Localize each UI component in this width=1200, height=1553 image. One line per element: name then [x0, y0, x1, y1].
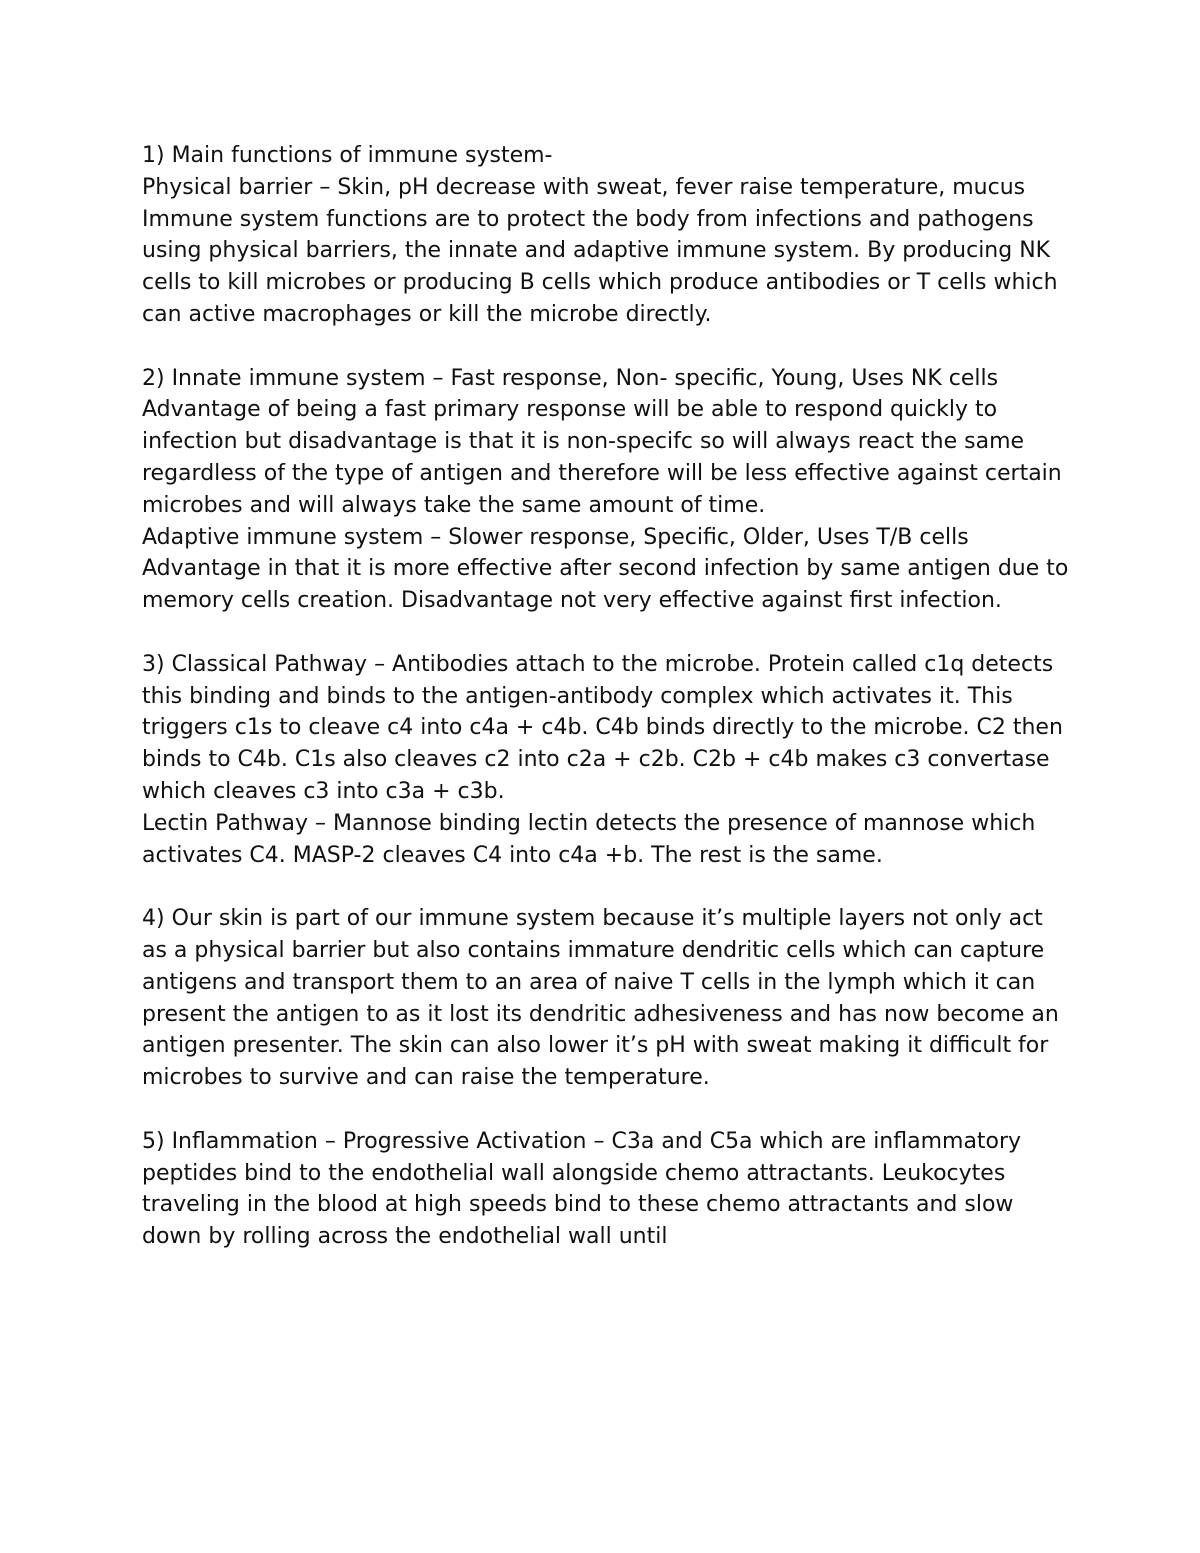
paragraph-spacer	[142, 1094, 1072, 1126]
section-1-heading: 1) Main functions of immune system-	[142, 143, 553, 168]
section-2-paragraph: Advantage in that it is more effective after second infection by same antigen due to memory cells creation. Disadvantage not very effective against first infection.	[142, 556, 1069, 614]
paragraph-spacer	[142, 871, 1072, 903]
paragraph-spacer	[142, 331, 1072, 363]
section-5-paragraph: 5) Inflammation – Progressive Activation – C3a and C5a which are inflammatory peptides bind to the endothelial wall alongside chemo attractants. Leukocytes traveling in the blood at high speeds bind to these chemo attractants and slow down by rolling across the endothelial wall until	[142, 1128, 1022, 1250]
section-4-paragraph: 4) Our skin is part of our immune system because it’s multiple layers not only act as a physical barrier but also contains immature dendritic cells which can capture antigens and transport them to an area of naive T cells in the lymph which it can present the antigen to as it lost its dendritic adhesiveness and has now become an antigen presenter. The skin can also lower it’s pH with sweat making it difficult for microbes to survive and can raise the temperature.	[142, 906, 1059, 1091]
section-2-paragraph: Advantage of being a fast primary response will be able to respond quickly to infection but disadvantage is that it is non-specifc so will always react the same regardless of the type of antigen and therefore will be less effective against certain microbes and will always take the same amount of time.	[142, 397, 1062, 518]
document-page	[142, 140, 1072, 1253]
section-3-paragraph: Lectin Pathway – Mannose binding lectin detects the presence of mannose which activates C4. MASP-2 cleaves C4 into c4a +b. The rest is the same.	[142, 810, 1036, 868]
section-1-paragraph: Physical barrier – Skin, pH decrease with sweat, fever raise temperature, mucus	[142, 174, 1026, 200]
paragraph-spacer	[142, 617, 1072, 649]
section-2-paragraph: Adaptive immune system – Slower response, Specific, Older, Uses T/B cells	[142, 524, 969, 550]
section-2-heading: 2) Innate immune system – Fast response, Non- specific, Young, Uses NK cells	[142, 365, 999, 391]
section-1-paragraph: Immune system functions are to protect the body from infections and pathogens using physical barriers, the innate and adaptive immune system. By producing NK cells to kill microbes or producing B cells which produce antibodies or T cells which can active macrophages or kill the microbe directly.	[142, 206, 1058, 327]
section-3-paragraph: 3) Classical Pathway – Antibodies attach to the microbe. Protein called c1q detects this binding and binds to the antigen-antibody complex which activates it. This triggers c1s to cleave c4 into c4a + c4b. C4b binds directly to the microbe. C2 then binds to C4b. C1s also cleaves c2 into c2a + c2b. C2b + c4b makes c3 convertase which cleaves c3 into c3a + c3b.	[142, 651, 1063, 804]
